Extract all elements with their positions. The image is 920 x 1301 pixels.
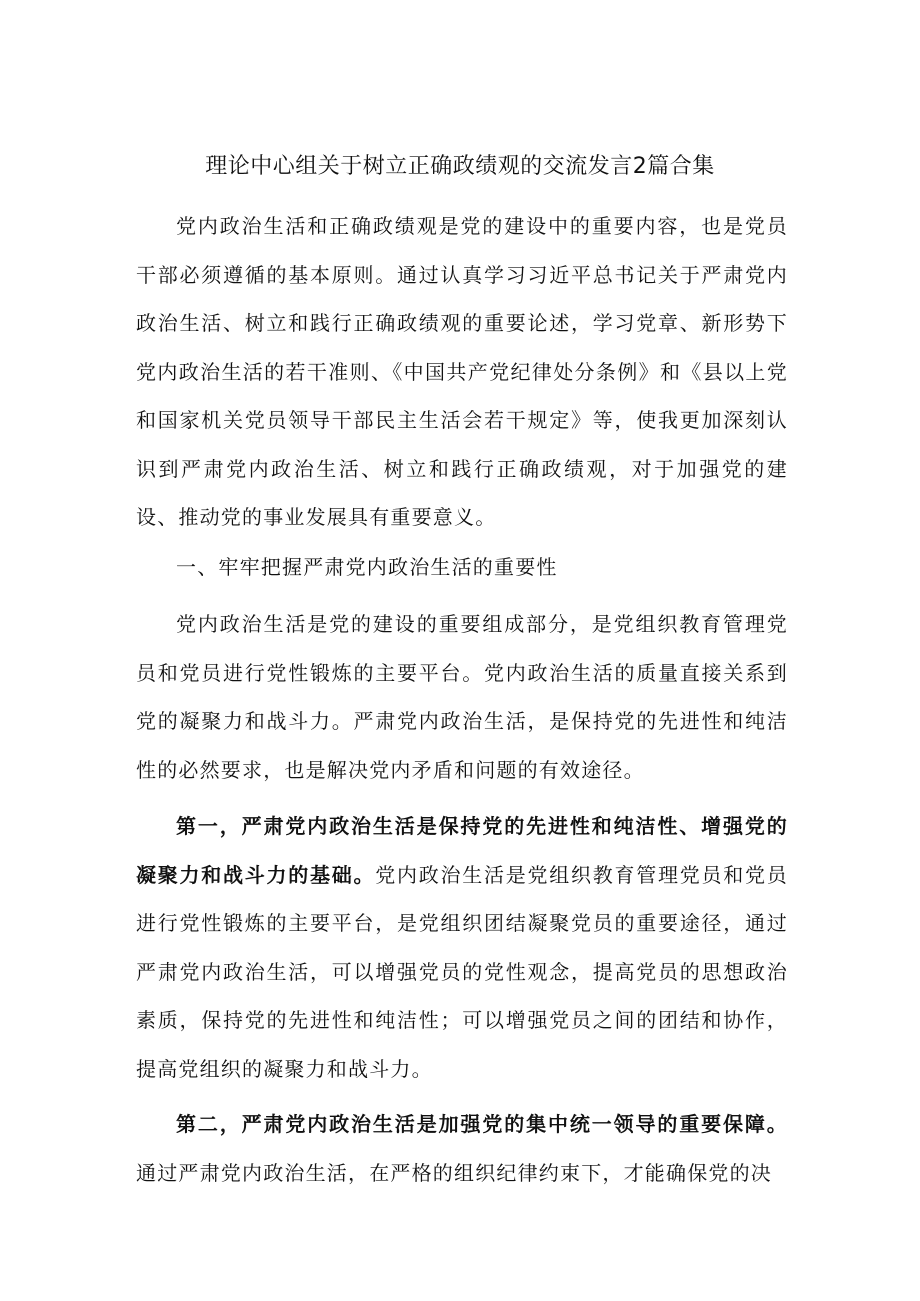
intro-paragraph: 党内政治生活和正确政绩观是党的建设中的重要内容，也是党员干部必须遵循的基本原则。通过认真学习习近平总书记关于严肃党内政治生活、树立和践行正确政绩观的重要论述，学习党章、新形势下党内政治生活的若干准则、《中国共产党纪律处分条例》和《县以上党和国家机关党员领导干部民主生活会若干规定》等，使我更加深刻认识到严肃党内政治生活、树立和践行正确政绩观，对于加强党的建设、推动党的事业发展具有重要意义。	[136, 214, 788, 529]
section-1-paragraph: 党内政治生活是党的建设的重要组成部分，是党组织教育管理党员和党员进行党性锻炼的主要平台。党内政治生活的质量直接关系到党的凝聚力和战斗力。严肃党内政治生活，是保持党的先进性和纯洁性的必然要求，也是解决党内矛盾和问题的有效途径。	[136, 612, 788, 782]
point-1-text: 党内政治生活是党组织教育管理党员和党员进行党性锻炼的主要平台，是党组织团结凝聚党员的重要途径，通过严肃党内政治生活，可以增强党员的党性观念，提高党员的思想政治素质，保持党的先进性和纯洁性；可以增强党员之间的团结和协作，提高党组织的凝聚力和战斗力。	[136, 862, 788, 1081]
point-2-paragraph	[136, 1100, 788, 1197]
point-1-paragraph	[136, 802, 788, 1093]
section-1-heading: 一、牢牢把握严肃党内政治生活的重要性	[176, 555, 558, 579]
point-1-lead: 第一，严肃党内政治生活是保持党的先进性和纯洁性、增强党的凝聚力和战斗力的基础。	[136, 814, 788, 887]
point-2-lead: 第二，严肃党内政治生活是加强党的集中统一领导的重要保障。	[176, 1112, 788, 1136]
document-title: 理论中心组关于树立正确政绩观的交流发言2篇合集	[205, 154, 715, 179]
point-2-text: 通过严肃党内政治生活，在严格的组织纪律约束下，才能确保党的决	[136, 1160, 772, 1185]
